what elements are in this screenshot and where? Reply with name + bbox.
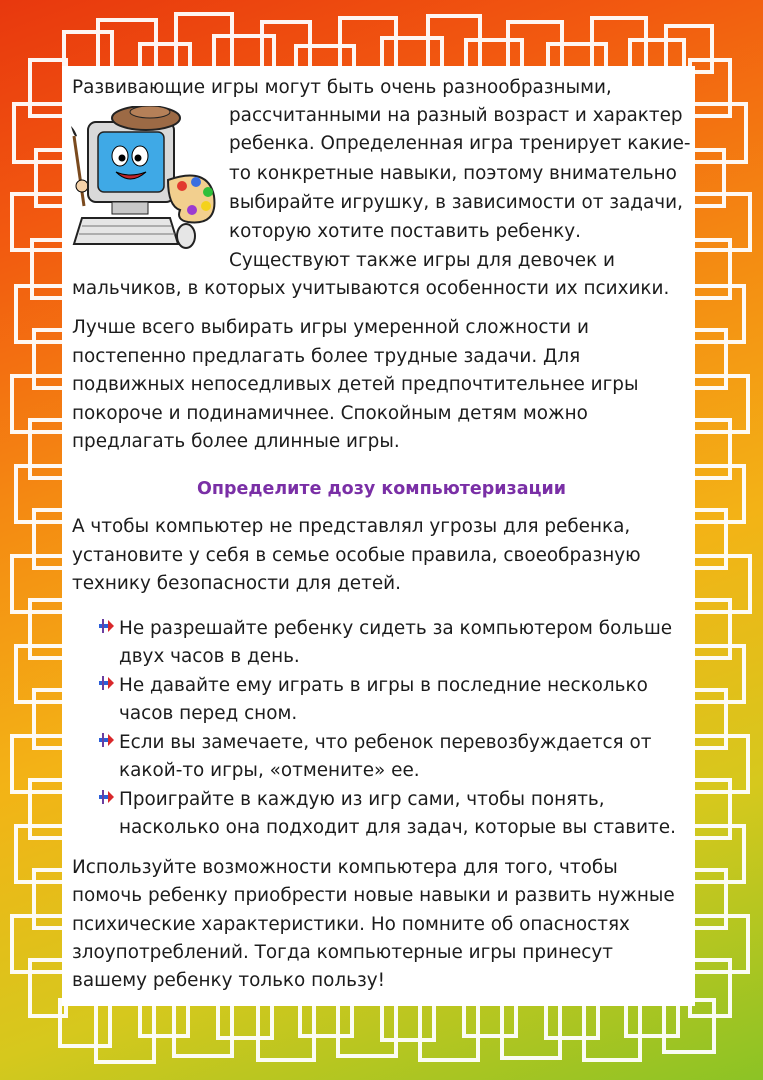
rule-4-line-2: насколько она подходит для задач, которые вы ставите. (119, 817, 676, 838)
arrow-bullet-icon (97, 788, 115, 806)
intro-line-3: ребенка. Определенная игра тренирует какие- (229, 133, 691, 154)
para3-line-3: технику безопасности для детей. (72, 573, 401, 594)
intro-line-7: Существуют также игры для девочек и (229, 250, 616, 271)
conclusion-line-2: помочь ребенку приобрести новые навыки и развить нужные (72, 885, 675, 906)
para2-line-2: постепенно предлагать более трудные задачи. Для (72, 346, 581, 367)
section-heading: Определите дозу компьютеризации (196, 479, 567, 499)
intro-line-1: Развивающие игры могут быть очень разнообразными, (72, 77, 612, 98)
arrow-bullet-icon (97, 674, 115, 692)
para2-line-5: предлагать более длинные игры. (72, 431, 400, 452)
arrow-bullet-icon (97, 617, 115, 635)
rule-3-line-2: какой-то игры, «отмените» ее. (119, 760, 420, 781)
cartoon-computer-artist-icon (68, 106, 218, 262)
conclusion-line-4: злоупотреблений. Тогда компьютерные игры принесут (72, 942, 613, 963)
conclusion-line-3: психические характеристики. Но помните об опасностях (72, 914, 630, 935)
para2-line-4: покороче и подинамичнее. Спокойным детям можно (72, 403, 588, 424)
rule-2-line-1: Не давайте ему играть в игры в последние несколько (119, 675, 648, 696)
intro-line-6: которую хотите поставить ребенку. (229, 221, 581, 242)
intro-line-4: то конкретные навыки, поэтому внимательно (229, 163, 677, 184)
intro-line-5: выбирайте игрушку, в зависимости от задачи, (229, 192, 683, 213)
para3-line-2: установите у себя в семье особые правила, своеобразную (72, 545, 641, 566)
rule-4-line-1: Проиграйте в каждую из игр сами, чтобы понять, (119, 789, 605, 810)
para2-line-3: подвижных непоседливых детей предпочтительнее игры (72, 374, 639, 395)
conclusion-line-1: Используйте возможности компьютера для того, чтобы (72, 857, 618, 878)
para2-line-1: Лучше всего выбирать игры умеренной сложности и (72, 317, 589, 338)
intro-line-2: рассчитанными на разный возраст и характер (229, 105, 683, 126)
rule-2-line-2: часов перед сном. (119, 703, 298, 724)
para3-line-1: А чтобы компьютер не представлял угрозы для ребенка, (72, 516, 631, 537)
conclusion-line-5: вашему ребенку только пользу! (72, 970, 386, 991)
arrow-bullet-icon (97, 731, 115, 749)
rule-1-line-1: Не разрешайте ребенку сидеть за компьютером больше (119, 618, 673, 639)
rule-3-line-1: Если вы замечаете, что ребенок перевозбуждается от (119, 732, 652, 753)
rule-1-line-2: двух часов в день. (119, 646, 300, 667)
intro-line-8: мальчиков, в которых учитываются особенности их психики. (72, 278, 670, 299)
